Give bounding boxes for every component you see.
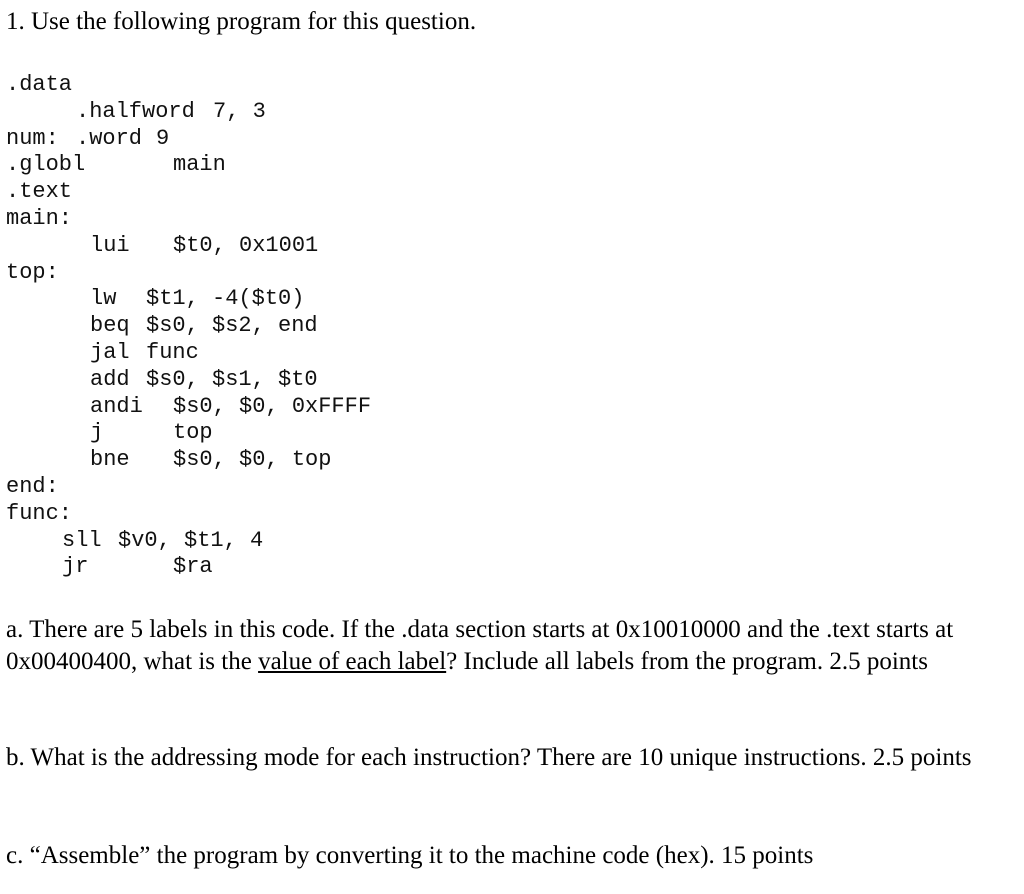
code-op: bne bbox=[90, 447, 130, 473]
code-op: lui bbox=[90, 232, 130, 258]
code-args: $v0, $t1, 4 bbox=[118, 527, 264, 553]
part-c-question: c. “Assemble” the program by converting it to the machine code (hex). 15 points bbox=[6, 842, 814, 869]
code-line-lui bbox=[6, 232, 319, 260]
code-label: main: bbox=[6, 205, 73, 231]
code-line-j bbox=[6, 420, 213, 447]
code-op: add bbox=[90, 366, 130, 392]
part-a-text: a. There are 5 labels in this code. If the .data section starts at 0x10010000 and the .text starts at 0x00400400, what is the bbox=[6, 616, 954, 675]
code-line-halfword bbox=[6, 98, 266, 126]
code-line-bne bbox=[6, 447, 332, 474]
code-line-sll bbox=[6, 527, 264, 555]
code-line-lw bbox=[6, 286, 305, 313]
code-args: func bbox=[146, 339, 199, 365]
code-line-top-label bbox=[6, 260, 59, 287]
question-title: 1. Use the following program for this question. bbox=[6, 8, 477, 35]
code-line-globl bbox=[6, 152, 226, 179]
code-args: 9 bbox=[156, 125, 170, 151]
code-line-jal bbox=[6, 339, 199, 367]
code-line-func-label bbox=[6, 500, 73, 528]
code-listing bbox=[6, 72, 372, 581]
code-label: .globl bbox=[6, 152, 86, 178]
code-line-end-label bbox=[6, 474, 59, 501]
code-line-andi bbox=[6, 393, 372, 421]
code-args: $t0, 0x1001 bbox=[173, 232, 319, 258]
code-args: $ra bbox=[173, 554, 213, 580]
code-line-text-directive bbox=[6, 179, 73, 206]
code-op: jal bbox=[90, 339, 130, 365]
code-op: lw bbox=[90, 286, 117, 312]
part-a-text-end: ? Include all labels from the program. 2.5 points bbox=[446, 648, 928, 675]
code-op: jr bbox=[62, 554, 89, 580]
code-op: j bbox=[90, 420, 104, 446]
part-a-question bbox=[6, 614, 1011, 678]
part-b-question: b. What is the addressing mode for each instruction? There are 10 unique instructions. 2.5 points bbox=[6, 744, 972, 771]
code-line-data-directive bbox=[6, 72, 73, 99]
code-args: main bbox=[173, 152, 226, 178]
code-op: .halfword bbox=[76, 98, 195, 124]
code-line-add bbox=[6, 366, 318, 394]
code-args: top bbox=[173, 420, 213, 446]
code-label: end: bbox=[6, 473, 59, 499]
code-line-main-label bbox=[6, 205, 73, 233]
code-args: $s0, $s1, $t0 bbox=[146, 366, 318, 392]
code-line-num bbox=[6, 125, 170, 153]
code-label: func: bbox=[6, 500, 73, 526]
code-op: andi bbox=[90, 393, 143, 419]
code-args: $s0, $0, top bbox=[173, 447, 332, 473]
code-op: beq bbox=[90, 313, 130, 339]
part-a-underlined-phrase: value of each label bbox=[258, 648, 447, 675]
code-line-jr bbox=[6, 554, 213, 581]
code-args: $s0, $s2, end bbox=[146, 313, 318, 339]
code-label: top: bbox=[6, 259, 59, 285]
code-label: .text bbox=[6, 179, 73, 205]
code-line-beq bbox=[6, 313, 318, 340]
code-args: $t1, -4($t0) bbox=[146, 286, 305, 312]
code-args: $s0, $0, 0xFFFF bbox=[173, 393, 372, 419]
code-label: num: bbox=[6, 125, 59, 151]
code-op: .word bbox=[76, 125, 143, 151]
code-op: sll bbox=[62, 527, 102, 553]
code-label: .data bbox=[6, 72, 73, 97]
code-args: 7, 3 bbox=[213, 98, 266, 124]
